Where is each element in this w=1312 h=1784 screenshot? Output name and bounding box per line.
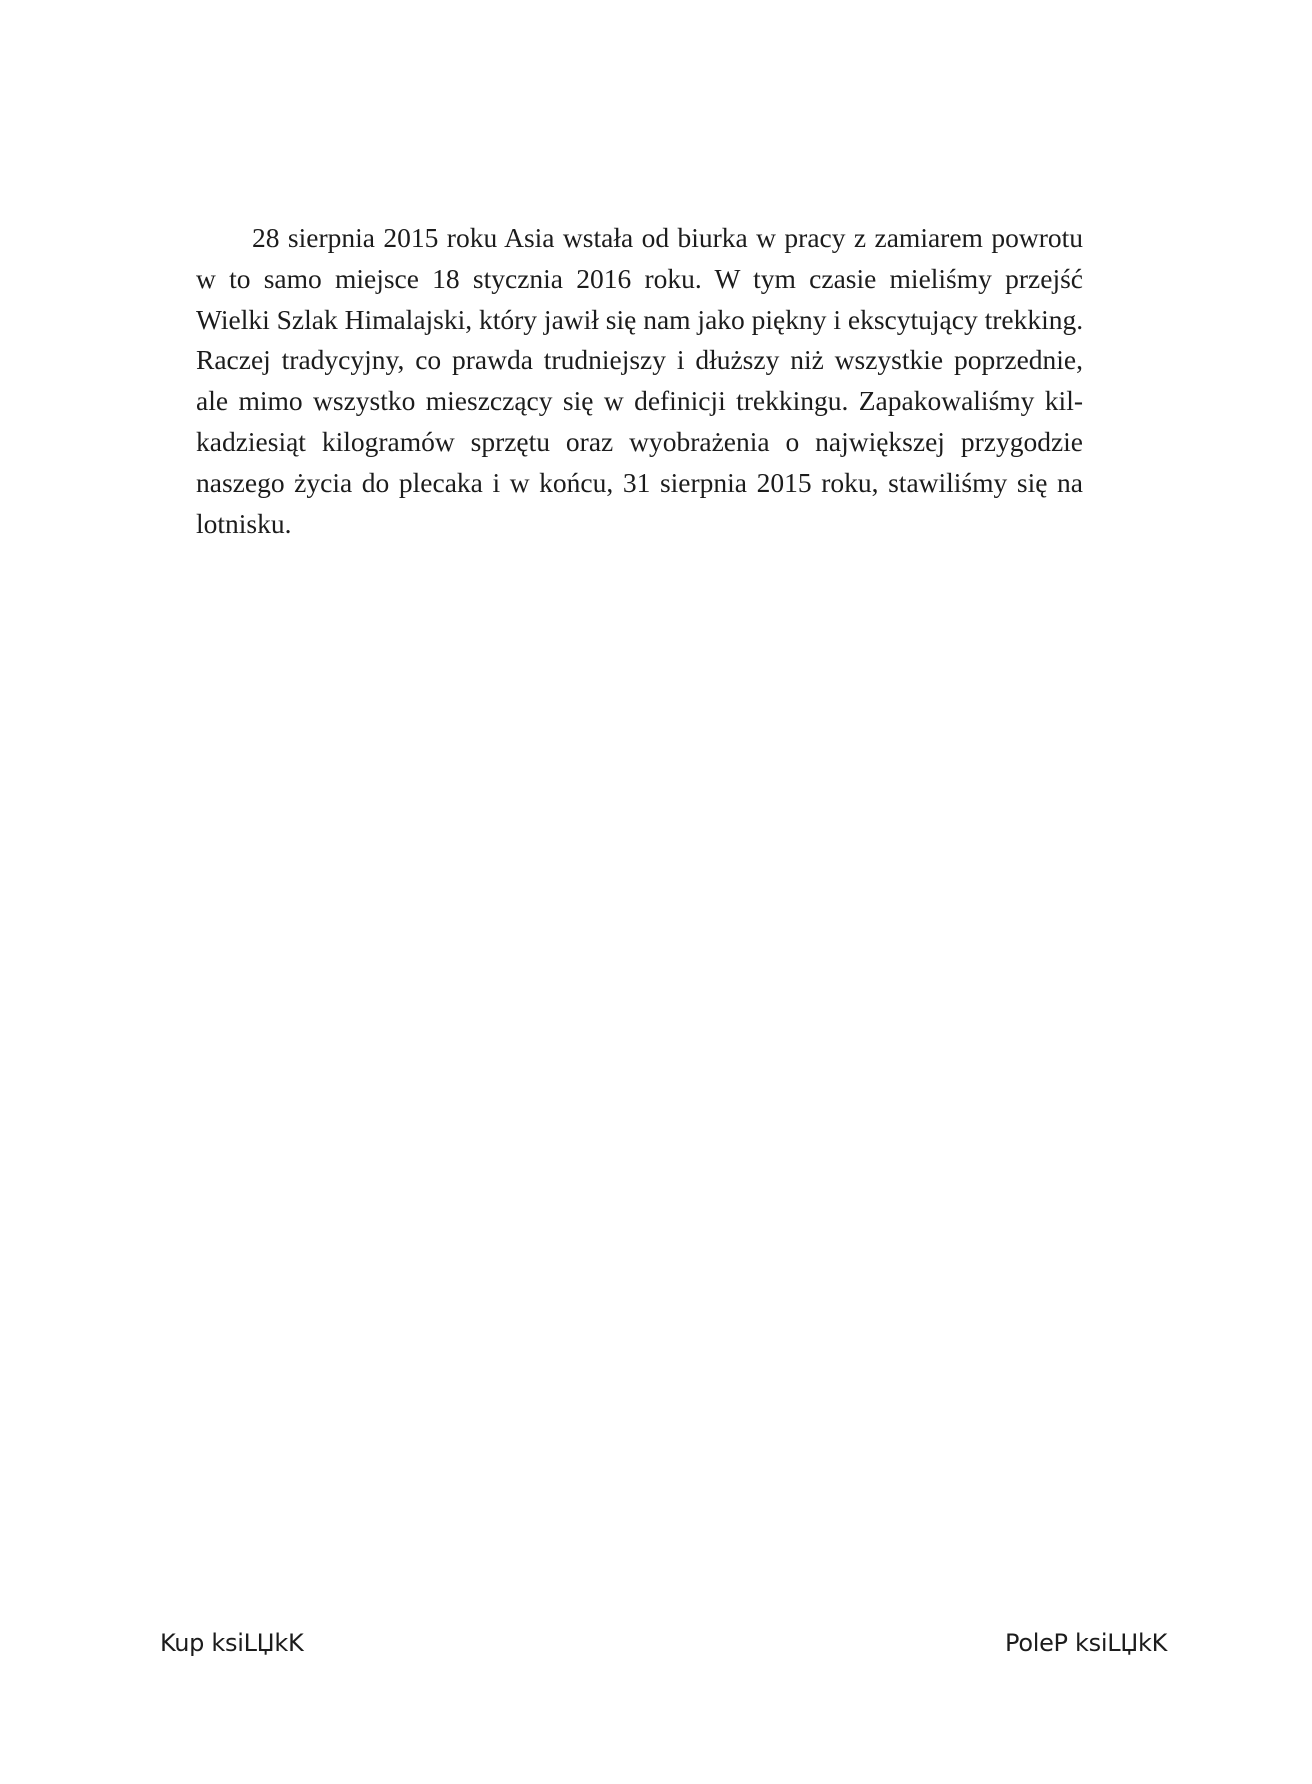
paragraph-line: ale mimo wszystko mieszczący się w definicji trekkingu. Zapakowaliśmy kil- [196,385,1083,417]
paragraph-line: naszego życia do plecaka i w końcu, 31 sierpnia 2015 roku, stawiliśmy się na [196,466,1083,498]
paragraph-line: w to samo miejsce 18 stycznia 2016 roku. W tym czasie mieliśmy przejść [196,262,1083,294]
body-paragraph [196,218,1083,544]
paragraph-line: lotnisku. [196,507,292,539]
paragraph-line: kadziesiąt kilogramów sprzętu oraz wyobrażenia o największej przygodzie [196,425,1083,457]
paragraph-line: 28 sierpnia 2015 roku Asia wstała od biurka w pracy z zamiarem powrotu [252,222,1083,253]
buy-book-link[interactable]: Kup ksiLЏkK [160,1629,304,1657]
paragraph-line: Raczej tradycyjny, co prawda trudniejszy i dłuższy niż wszystkie poprzednie, [196,344,1083,376]
paragraph-line: Wielki Szlak Himalajski, który jawił się nam jako piękny i ekscytujący trekking. [196,303,1083,335]
recommend-book-link[interactable]: PoleP ksiLЏkK [1005,1629,1168,1657]
